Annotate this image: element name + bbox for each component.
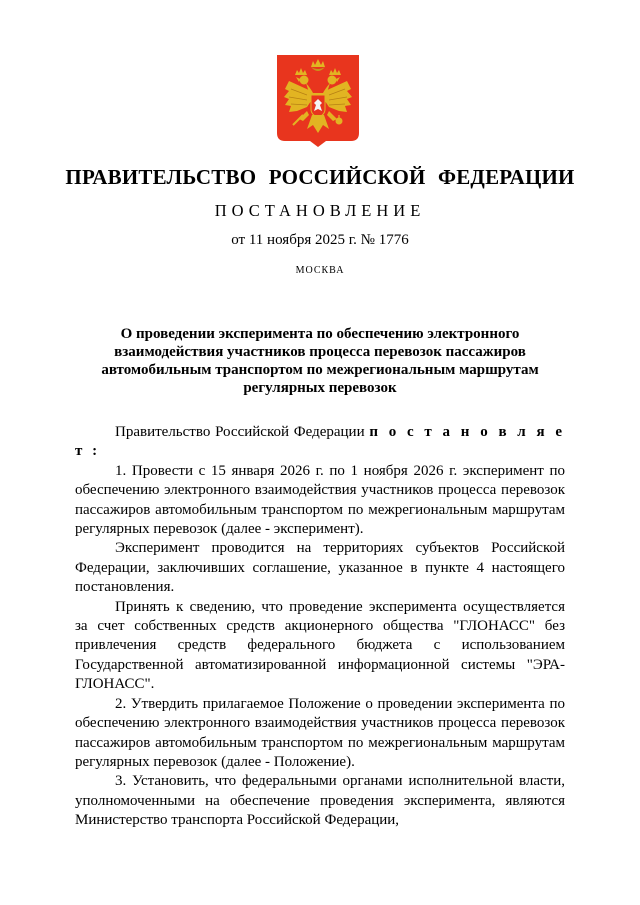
coat-of-arms-emblem xyxy=(277,55,359,147)
double-headed-eagle-icon xyxy=(277,55,359,147)
preamble xyxy=(75,423,565,462)
paragraph-5: 3. Установить, что федеральными органами исполнительной власти, уполномоченными на обеспечение проведения эксперимента, являются Министерство транспорта Российской Федерации, xyxy=(75,773,565,829)
document-type: ПОСТАНОВЛЕНИЕ xyxy=(214,201,426,220)
paragraph-4: 2. Утвердить прилагаемое Положение о проведении эксперимента по обеспечению электронного взаимодействия участников процесса перевозок пассажиров автомобильным транспортом по межрегиональным маршрутам регулярных перевозок (далее - Положение). xyxy=(75,695,565,770)
preamble-lead: Правительство Российской Федерации xyxy=(115,424,365,440)
paragraph-3: Принять к сведению, что проведение эксперимента осуществляется за счет собственных средств акционерного общества "ГЛОНАСС" без привлечения средств федерального бюджета с использованием Государственной автоматизированной информационной системы "ЭРА-ГЛОНАСС". xyxy=(75,598,565,693)
preamble-verb: п о с т а н о в л я е т : xyxy=(75,424,565,460)
paragraph-1: 1. Провести с 15 января 2026 г. по 1 ноября 2026 г. эксперимент по обеспечению электронного взаимодействия участников процесса перевозок пассажиров автомобильным транспортом по межрегиональным маршрутам регулярных перевозок (далее - эксперимент). xyxy=(75,462,565,538)
paragraph-2: Эксперимент проводится на территориях субъектов Российской Федерации, заключивших соглашение, указанное в пункте 4 настоящего постановления. xyxy=(75,540,565,596)
document-date-number: от 11 ноября 2025 г. № 1776 xyxy=(231,232,409,248)
document-body xyxy=(75,423,565,831)
government-title: ПРАВИТЕЛЬСТВО РОССИЙСКОЙ ФЕДЕРАЦИИ xyxy=(65,165,575,189)
document-subject: О проведении эксперимента по обеспечению электронного взаимодействия участников процесса перевозок пассажиров автомобильным транспортом по межрегиональным маршрутам регулярных перевозок xyxy=(101,326,539,396)
document-city: МОСКВА xyxy=(295,265,345,276)
